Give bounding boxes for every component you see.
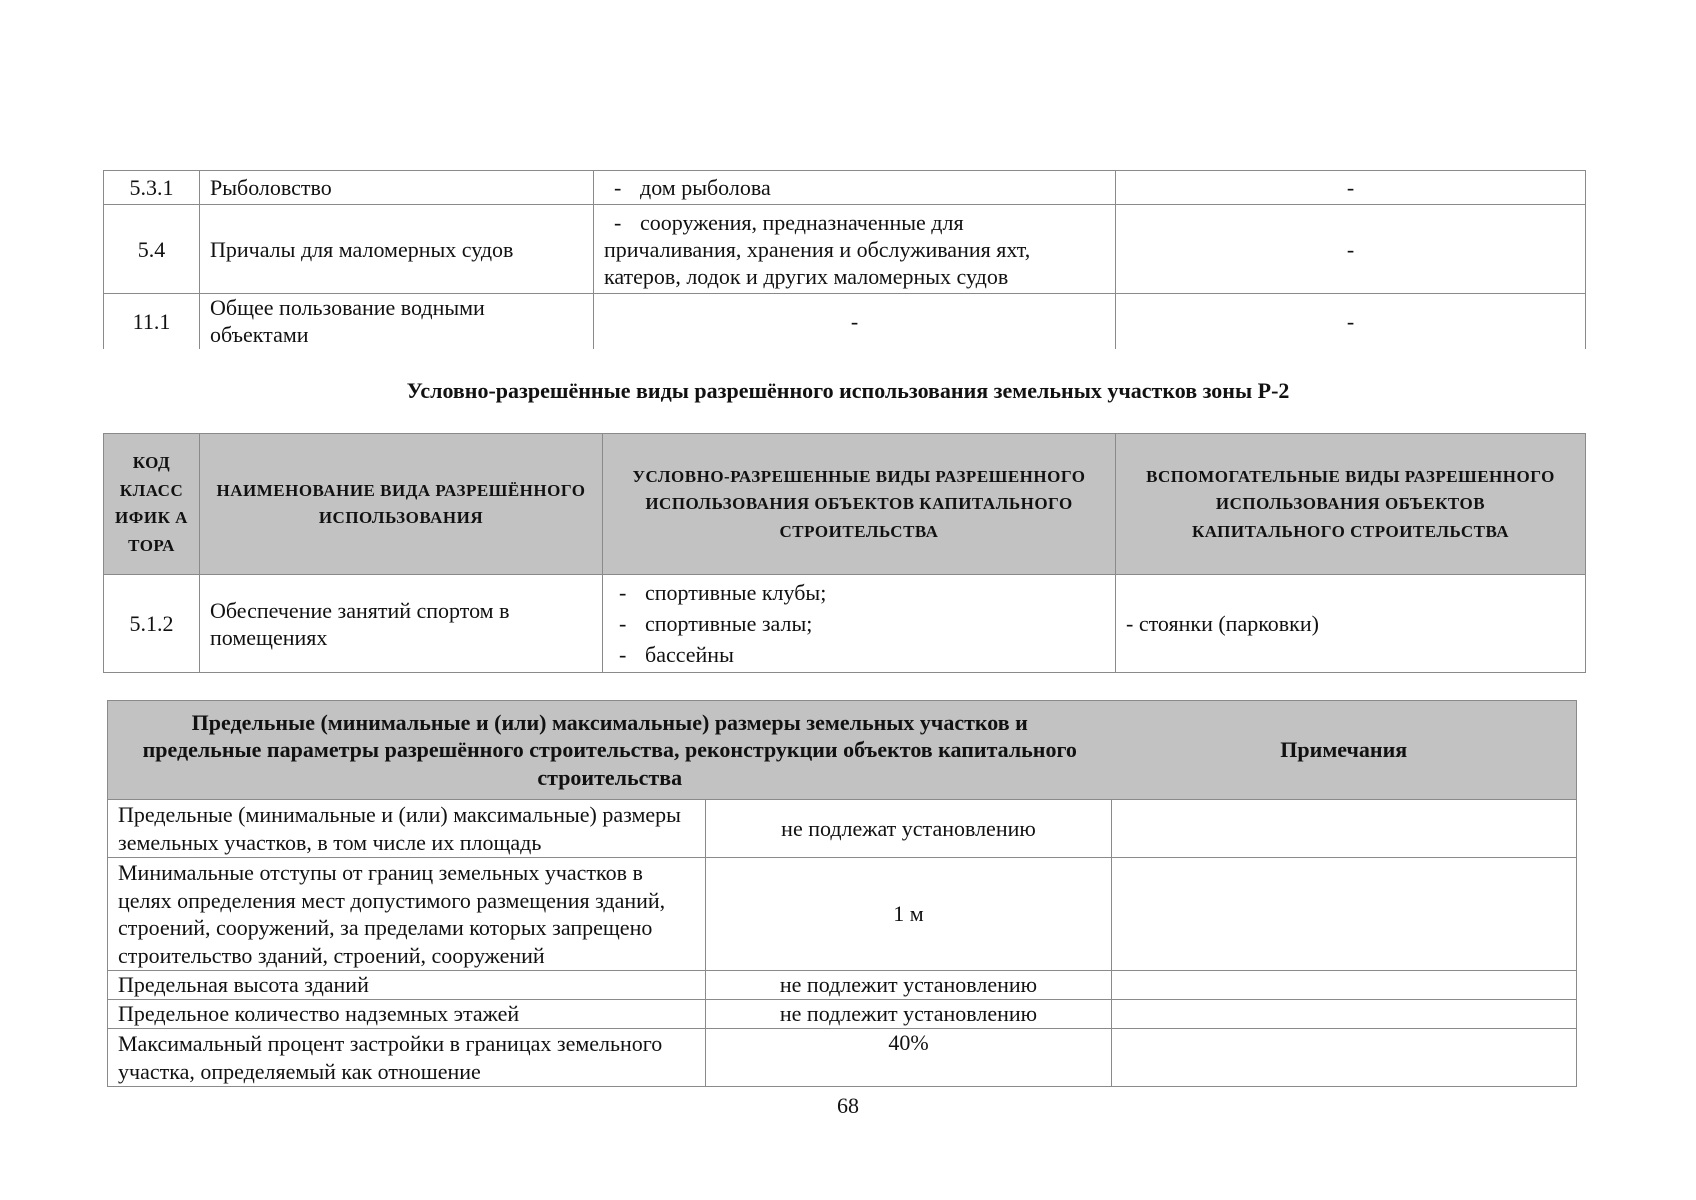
items-cell: - сооружения, предназначенные для причаливания, хранения и обслуживания яхт, катеров, лодок и других маломерных судов — [594, 205, 1116, 294]
table-row — [108, 858, 1577, 971]
header-auxiliary: ВСПОМОГАТЕЛЬНЫЕ ВИДЫ РАЗРЕШЕННОГО ИСПОЛЬЗОВАНИЯ ОБЪЕКТОВ КАПИТАЛЬНОГО СТРОИТЕЛЬСТВА — [1116, 434, 1586, 575]
aux-cell: - — [1116, 171, 1586, 205]
note-cell — [1112, 971, 1577, 1000]
list-item: сооружения, предназначенные для причаливания, хранения и обслуживания яхт, катеров, лодок и других маломерных судов — [604, 209, 1031, 289]
code-cell: 5.3.1 — [104, 171, 200, 205]
header-code: КОД КЛАСС ИФИК А ТОРА — [104, 434, 200, 575]
section-title: Условно-разрешённые виды разрешённого использования земельных участков зоны Р-2 — [406, 378, 1290, 403]
note-cell — [1112, 858, 1577, 971]
name-cell: Обеспечение занятий спортом в помещениях — [200, 575, 603, 673]
table-row — [108, 971, 1577, 1000]
value-cell: не подлежит установлению — [706, 1000, 1112, 1029]
aux-cell: - — [1116, 294, 1586, 349]
param-cell: Предельные (минимальные и (или) максимальные) размеры земельных участков, в том числе их площадь — [108, 800, 706, 858]
note-cell — [1112, 1029, 1577, 1087]
header-notes: Примечания — [1112, 701, 1577, 800]
code-cell: 11.1 — [104, 294, 200, 349]
header-name: НАИМЕНОВАНИЕ ВИДА РАЗРЕШЁННОГО ИСПОЛЬЗОВАНИЯ — [200, 434, 603, 575]
permitted-uses-table-continued — [103, 170, 1586, 349]
table-row — [104, 171, 1586, 205]
table-row — [104, 294, 1586, 349]
list-item: - бассейны — [619, 642, 734, 667]
header-conditional: УСЛОВНО-РАЗРЕШЕННЫЕ ВИДЫ РАЗРЕШЕННОГО ИСПОЛЬЗОВАНИЯ ОБЪЕКТОВ КАПИТАЛЬНОГО СТРОИТЕЛЬСТВА — [603, 434, 1116, 575]
value-cell: не подлежат установлению — [706, 800, 1112, 858]
note-cell — [1112, 1000, 1577, 1029]
param-cell: Предельное количество надземных этажей — [108, 1000, 706, 1029]
name-cell: Причалы для маломерных судов — [200, 205, 594, 294]
items-cell: - — [594, 294, 1116, 349]
aux-cell: - — [1116, 205, 1586, 294]
note-cell — [1112, 800, 1577, 858]
items-cell: - дом рыболова — [594, 171, 1116, 205]
table-row — [104, 205, 1586, 294]
table-row — [108, 800, 1577, 858]
aux-cell: - стоянки (парковки) — [1116, 575, 1586, 673]
header-params: Предельные (минимальные и (или) максимальные) размеры земельных участков и предельные параметры разрешённого строительства, реконструкции объектов капитального строительства — [108, 701, 1112, 800]
table-header-row — [108, 701, 1577, 800]
param-cell: Максимальный процент застройки в границах земельного участка, определяемый как отношение — [108, 1029, 706, 1087]
table-row — [104, 575, 1586, 673]
table-header-row — [104, 434, 1586, 575]
param-cell: Минимальные отступы от границ земельных участков в целях определения мест допустимого размещения зданий, строений, сооружений, за пределами которых запрещено строительство зданий, строений, сооружений — [108, 858, 706, 971]
value-cell: не подлежит установлению — [706, 971, 1112, 1000]
parameters-table — [107, 700, 1577, 1087]
table-row — [108, 1000, 1577, 1029]
value-cell: 1 м — [706, 858, 1112, 971]
table-row — [108, 1029, 1577, 1087]
param-cell: Предельная высота зданий — [108, 971, 706, 1000]
name-cell: Общее пользование водными объектами — [200, 294, 594, 349]
list-item: - спортивные клубы; — [619, 580, 827, 605]
code-cell: 5.1.2 — [104, 575, 200, 673]
value-cell: 40% — [706, 1029, 1112, 1087]
name-cell: Рыболовство — [200, 171, 594, 205]
code-cell: 5.4 — [104, 205, 200, 294]
list-item: - спортивные залы; — [619, 611, 813, 636]
list-item: дом рыболова — [640, 175, 771, 200]
conditional-uses-table — [103, 433, 1586, 673]
page-number: 68 — [837, 1093, 859, 1118]
items-cell — [603, 575, 1116, 673]
